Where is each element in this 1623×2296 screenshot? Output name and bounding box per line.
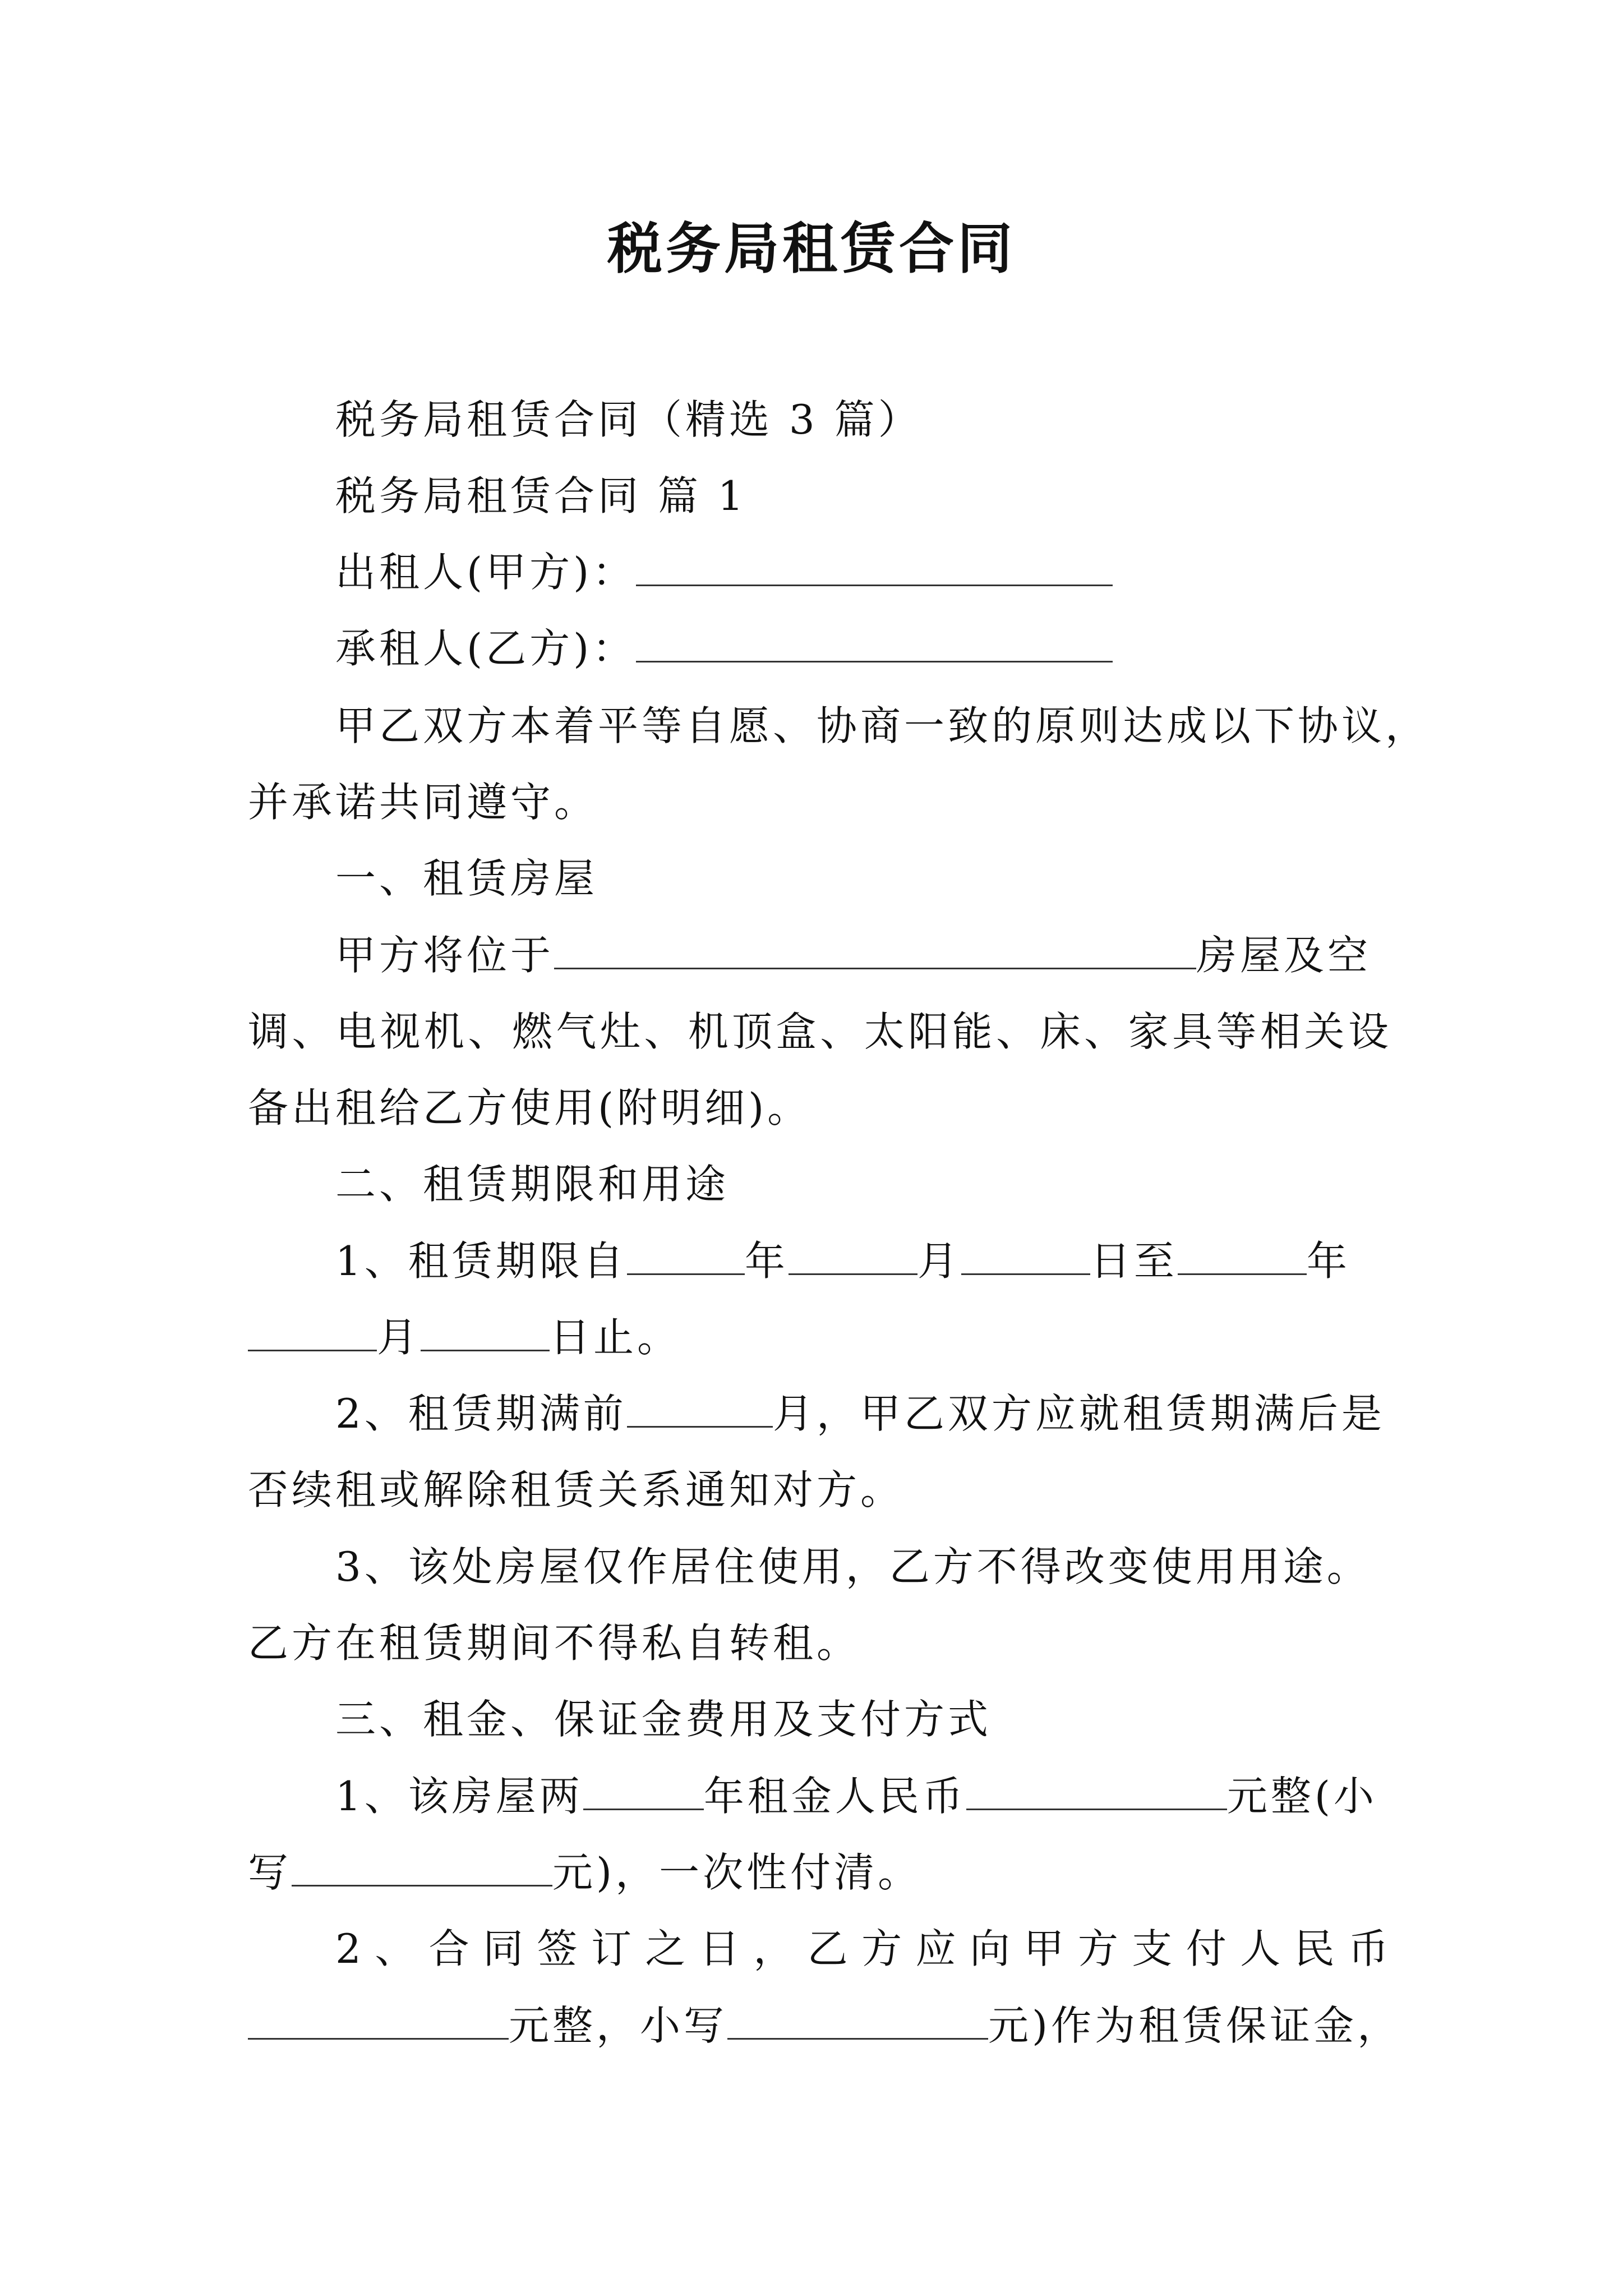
clause-2-2-line-2: 否续租或解除租赁关系通知对方。 [248,1466,905,1513]
document-subtitle: 税务局租赁合同（精选 3 篇） [335,396,922,443]
clause-3-1-line-1 [335,1764,1392,1822]
clause-2-3-line-2: 乙方在租赁期间不得私自转租。 [248,1619,861,1667]
clause-2-1-prefix: 1、租赁期限自 [335,1237,627,1285]
document-title: 税务局租赁合同 [607,217,1016,281]
end-month-blank [248,1315,377,1351]
lessor-blank [636,550,1113,586]
clause-3-1-l2-suffix: 元)，一次性付清。 [552,1849,922,1896]
part-heading: 税务局租赁合同 篇 1 [335,472,747,519]
clause-3-2-line-2 [248,1993,1401,2051]
section-2-heading: 二、租赁期限和用途 [335,1161,730,1208]
clause-2-1-line-1 [335,1228,1392,1287]
clause-3-1-suffix: 元整(小 [1227,1773,1377,1820]
clause-3-2-suffix: 元)作为租赁保证金， [988,2002,1401,2049]
intro-line-1: 甲乙双方本着平等自愿、协商一致的原则达成以下协议， [335,702,1430,749]
notice-months-blank [627,1391,773,1428]
section-1-heading: 一、租赁房屋 [335,855,598,902]
day-to-label: 日至 [1090,1237,1178,1285]
clause-2-2-prefix: 2、租赁期满前 [335,1390,627,1437]
section-1-text-b: 房屋及空 [1196,932,1372,979]
rent-figures-blank [292,1850,552,1887]
clause-2-2-line-1 [335,1381,1392,1439]
lessee-label: 承租人(乙方)： [335,625,637,672]
location-blank [554,933,1196,969]
section-3-heading: 三、租金、保证金费用及支付方式 [335,1696,992,1743]
rent-amount-blank [966,1774,1227,1810]
section-1-text-a: 甲方将位于 [335,932,555,979]
end-day-blank [421,1315,550,1351]
section-1-line-1 [335,923,1392,981]
clause-2-2-suffix: 月，甲乙双方应就租赁期满后是 [772,1390,1385,1437]
clause-3-1-line-2 [248,1840,1392,1898]
clause-2-1-line-2 [248,1305,1392,1363]
start-year-blank [627,1239,745,1275]
section-1-line-2: 调、电视机、燃气灶、机顶盒、太阳能、床、家具等相关设 [248,1008,1392,1055]
year-label: 年 [744,1237,789,1285]
lessor-label: 出租人(甲方)： [335,549,637,596]
clause-3-1-prefix: 1、该房屋两 [335,1773,583,1820]
clause-3-2-mid: 元整，小写 [509,2002,728,2049]
month-label-2: 月 [377,1314,421,1361]
year-label-2: 年 [1306,1237,1350,1285]
month-label: 月 [917,1237,961,1285]
section-1-line-3: 备出租给乙方使用(附明细)。 [248,1084,811,1131]
deposit-amount-blank [248,2003,509,2040]
start-day-blank [961,1239,1090,1275]
years-blank [583,1774,704,1810]
lessee-blank [636,626,1113,662]
clause-2-3-line-1: 3、该处房屋仅作居住使用，乙方不得改变使用用途。 [335,1543,1371,1590]
clause-3-1-mid: 年租金人民币 [703,1773,966,1820]
intro-line-2: 并承诺共同遵守。 [248,779,598,826]
start-month-blank [789,1239,917,1275]
deposit-figures-blank [727,2003,988,2040]
end-year-blank [1178,1239,1307,1275]
day-end-label: 日止。 [550,1314,681,1361]
clause-3-2-line-1: 2、合同签订之日，乙方应向甲方支付人民币 [335,1925,1392,1972]
clause-3-1-l2-prefix: 写 [248,1849,292,1896]
lessor-line [335,540,1392,598]
lessee-line [335,616,1392,674]
